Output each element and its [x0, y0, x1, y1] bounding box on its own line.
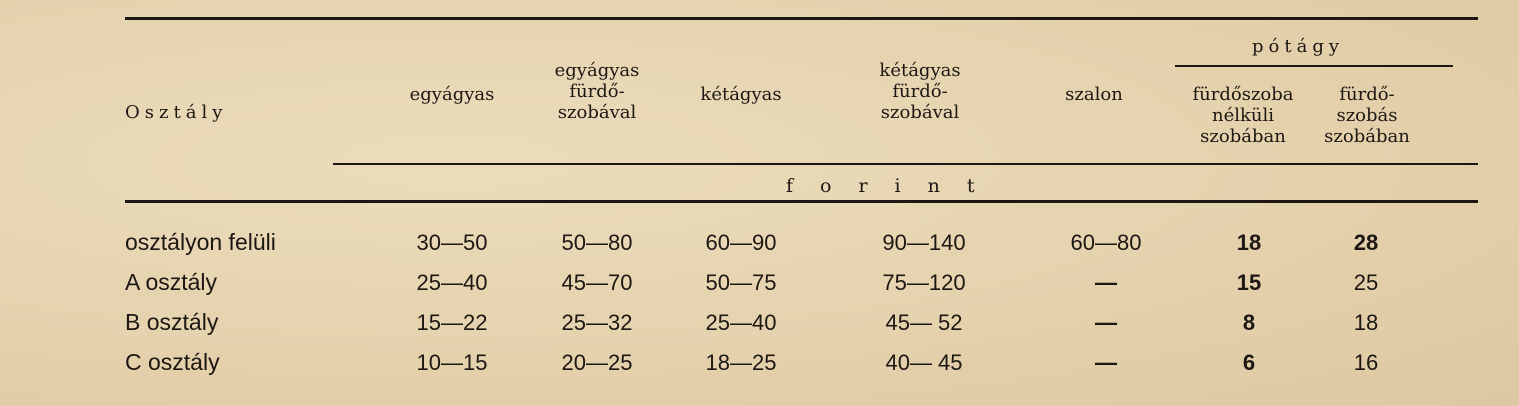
cell-double-bath: 45— 52 — [885, 310, 963, 335]
header-single-bath — [555, 60, 640, 123]
header-extra-with-bath — [1324, 84, 1410, 147]
cell-extra-no-bath: 15 — [1236, 270, 1262, 295]
header-double — [700, 84, 781, 105]
header-double-bath-l1: kétágyas — [879, 60, 961, 81]
header-class: Osztály — [125, 102, 228, 123]
header-extra-with-bath-l2: szobás — [1336, 105, 1398, 126]
cell-double: 50—75 — [705, 270, 777, 295]
header-single-bath-l2: fürdő- — [569, 81, 625, 102]
header-extra-with-bath-l3: szobában — [1324, 126, 1410, 147]
header-bottom-rule — [333, 163, 1478, 165]
unit-label: forint — [786, 175, 1002, 197]
header-extra-no-bath-l1: fürdőszoba — [1192, 84, 1294, 105]
cell-extra-no-bath: 8 — [1242, 310, 1256, 335]
cell-double: 18—25 — [705, 350, 777, 375]
header-double-bath-l3: szobával — [880, 102, 960, 123]
cell-extra-with-bath: 28 — [1353, 230, 1379, 255]
header-double-text: kétágyas — [700, 84, 782, 105]
header-single-text: egyágyas — [409, 84, 495, 105]
row-label: osztályon felüli — [125, 229, 276, 255]
header-extra-no-bath-l2: nélküli — [1211, 105, 1274, 126]
header-double-bath — [879, 60, 960, 123]
header-single — [410, 84, 495, 105]
header-extra-with-bath-l1: fürdő- — [1339, 84, 1395, 105]
cell-single: 25—40 — [416, 270, 488, 295]
cell-single-bath: 50—80 — [561, 230, 633, 255]
cell-salon: — — [1095, 270, 1117, 295]
header-single-bath-l3: szobával — [557, 102, 637, 123]
row-label: A osztály — [125, 269, 218, 295]
cell-double: 25—40 — [705, 310, 777, 335]
cell-extra-with-bath: 18 — [1353, 310, 1379, 335]
cell-single: 10—15 — [416, 350, 488, 375]
cell-salon: 60—80 — [1070, 230, 1142, 255]
header-salon — [1065, 84, 1123, 105]
cell-double: 60—90 — [705, 230, 777, 255]
top-rule — [125, 17, 1478, 20]
header-extra-bed — [1252, 36, 1344, 57]
header-double-bath-l2: fürdő- — [892, 81, 948, 102]
cell-extra-no-bath: 6 — [1242, 350, 1256, 375]
cell-single-bath: 20—25 — [561, 350, 633, 375]
cell-extra-no-bath: 18 — [1236, 230, 1262, 255]
cell-extra-with-bath: 25 — [1353, 270, 1379, 295]
cell-salon: — — [1095, 350, 1117, 375]
row-label: C osztály — [125, 349, 220, 375]
cell-double-bath: 75—120 — [882, 270, 966, 295]
cell-double-bath: 90—140 — [882, 230, 966, 255]
header-extra-no-bath-l3: szobában — [1200, 126, 1286, 147]
cell-single: 30—50 — [416, 230, 488, 255]
extra-bed-rule — [1175, 65, 1453, 67]
cell-single-bath: 25—32 — [561, 310, 633, 335]
unit-bottom-rule — [125, 200, 1478, 203]
header-single-bath-l1: egyágyas — [554, 60, 640, 81]
cell-double-bath: 40— 45 — [885, 350, 963, 375]
header-salon-text: szalon — [1065, 84, 1123, 105]
cell-salon: — — [1095, 310, 1117, 335]
row-label: B osztály — [125, 309, 219, 335]
cell-single-bath: 45—70 — [561, 270, 633, 295]
cell-single: 15—22 — [416, 310, 488, 335]
header-extra-no-bath — [1192, 84, 1293, 147]
header-extra-bed-text: pótágy — [1251, 36, 1345, 57]
cell-extra-with-bath: 16 — [1353, 350, 1379, 375]
